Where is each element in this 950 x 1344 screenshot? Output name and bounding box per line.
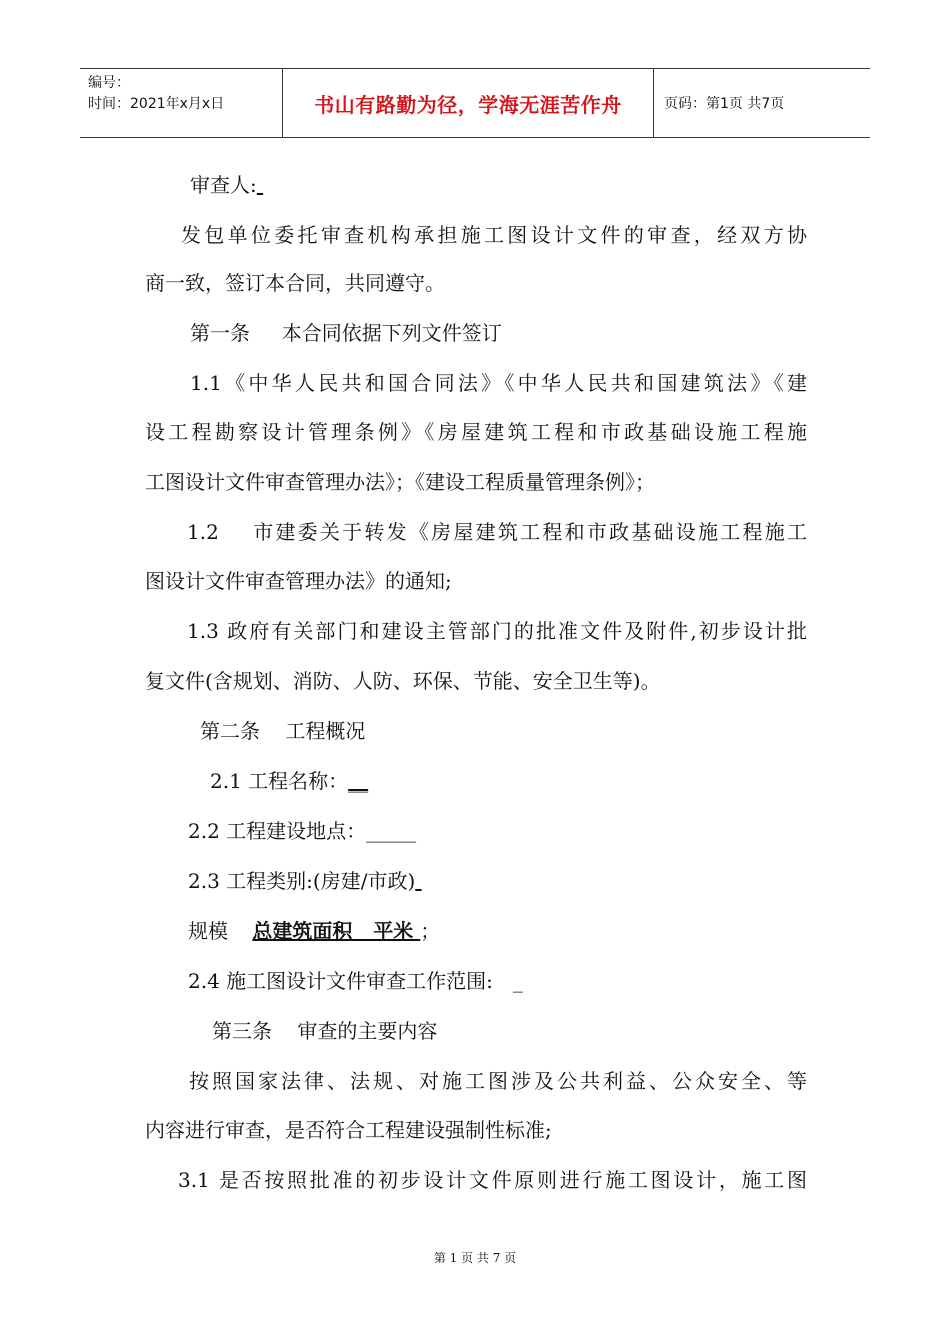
number-label: 编号： [88,75,130,91]
p21-line: 2.1 工程名称：__ [210,769,369,793]
header-motto-cell [282,69,654,137]
review-scope-blank: _ [512,969,523,993]
p12-line-2: 图设计文件审查管理办法》的通知; [145,569,452,593]
page-info: 页码：第1页 共7页 [664,96,785,112]
scale-value: 总建筑面积 平米 [252,919,421,943]
p12-line-1: 1.2 市建委关于转发《房屋建筑工程和市政基础设施工程施工 [187,520,807,544]
motto: 书山有路勤为径，学海无涯苦作舟 [314,92,622,117]
scale-line: 规模 总建筑面积 平米 ； [188,919,441,943]
p31-line-1: 3.1 是否按照批准的初步设计文件原则进行施工图设计，施工图 [178,1168,807,1192]
article-3-title: 第三条 审查的主要内容 [212,1019,438,1043]
project-location-blank: _____ [366,819,417,843]
p24-line: 2.4 施工图设计文件审查工作范围: _ [188,969,523,993]
reviewer-line: 审查人: [190,173,257,197]
article-2-title: 第二条 工程概况 [200,719,366,743]
p23-line: 2.3 工程类别:(房建/市政) [188,869,416,893]
project-name-blank: __ [348,769,369,793]
page-footer: 第 1 页 共 7 页 [433,1251,517,1265]
p11-line-3: 工图设计文件审查管理办法》；《建设工程质量管理条例》； [145,470,655,494]
p3-line-2: 内容进行审查，是否符合工程建设强制性标准; [145,1118,552,1142]
intro-line-1: 发包单位委托审查机构承担施工图设计文件的审查，经双方协 [181,223,807,247]
p13-line-1: 1.3 政府有关部门和建设主管部门的批准文件及附件,初步设计批 [187,619,807,643]
p11-line-2: 设工程勘察设计管理条例》《房屋建筑工程和市政基础设施工程施 [145,420,807,444]
article-1-title: 第一条 本合同依据下列文件签订 [190,321,502,345]
intro-line-2: 商一致，签订本合同，共同遵守。 [145,271,445,295]
p3-line-1: 按照国家法律、法规、对施工图涉及公共利益、公众安全、等 [189,1069,807,1093]
p11-line-1: 1.1《中华人民共和国合同法》《中华人民共和国建筑法》《建 [190,371,807,395]
header-meta [80,69,282,137]
header-page-info [654,69,870,137]
header-table [80,68,870,138]
p22-line: 2.2 工程建设地点：_____ [188,819,417,843]
time-label: 时间：2021年x月x日 [88,96,225,112]
p13-line-2: 复文件(含规划、消防、人防、环保、节能、安全卫生等)。 [145,669,661,693]
